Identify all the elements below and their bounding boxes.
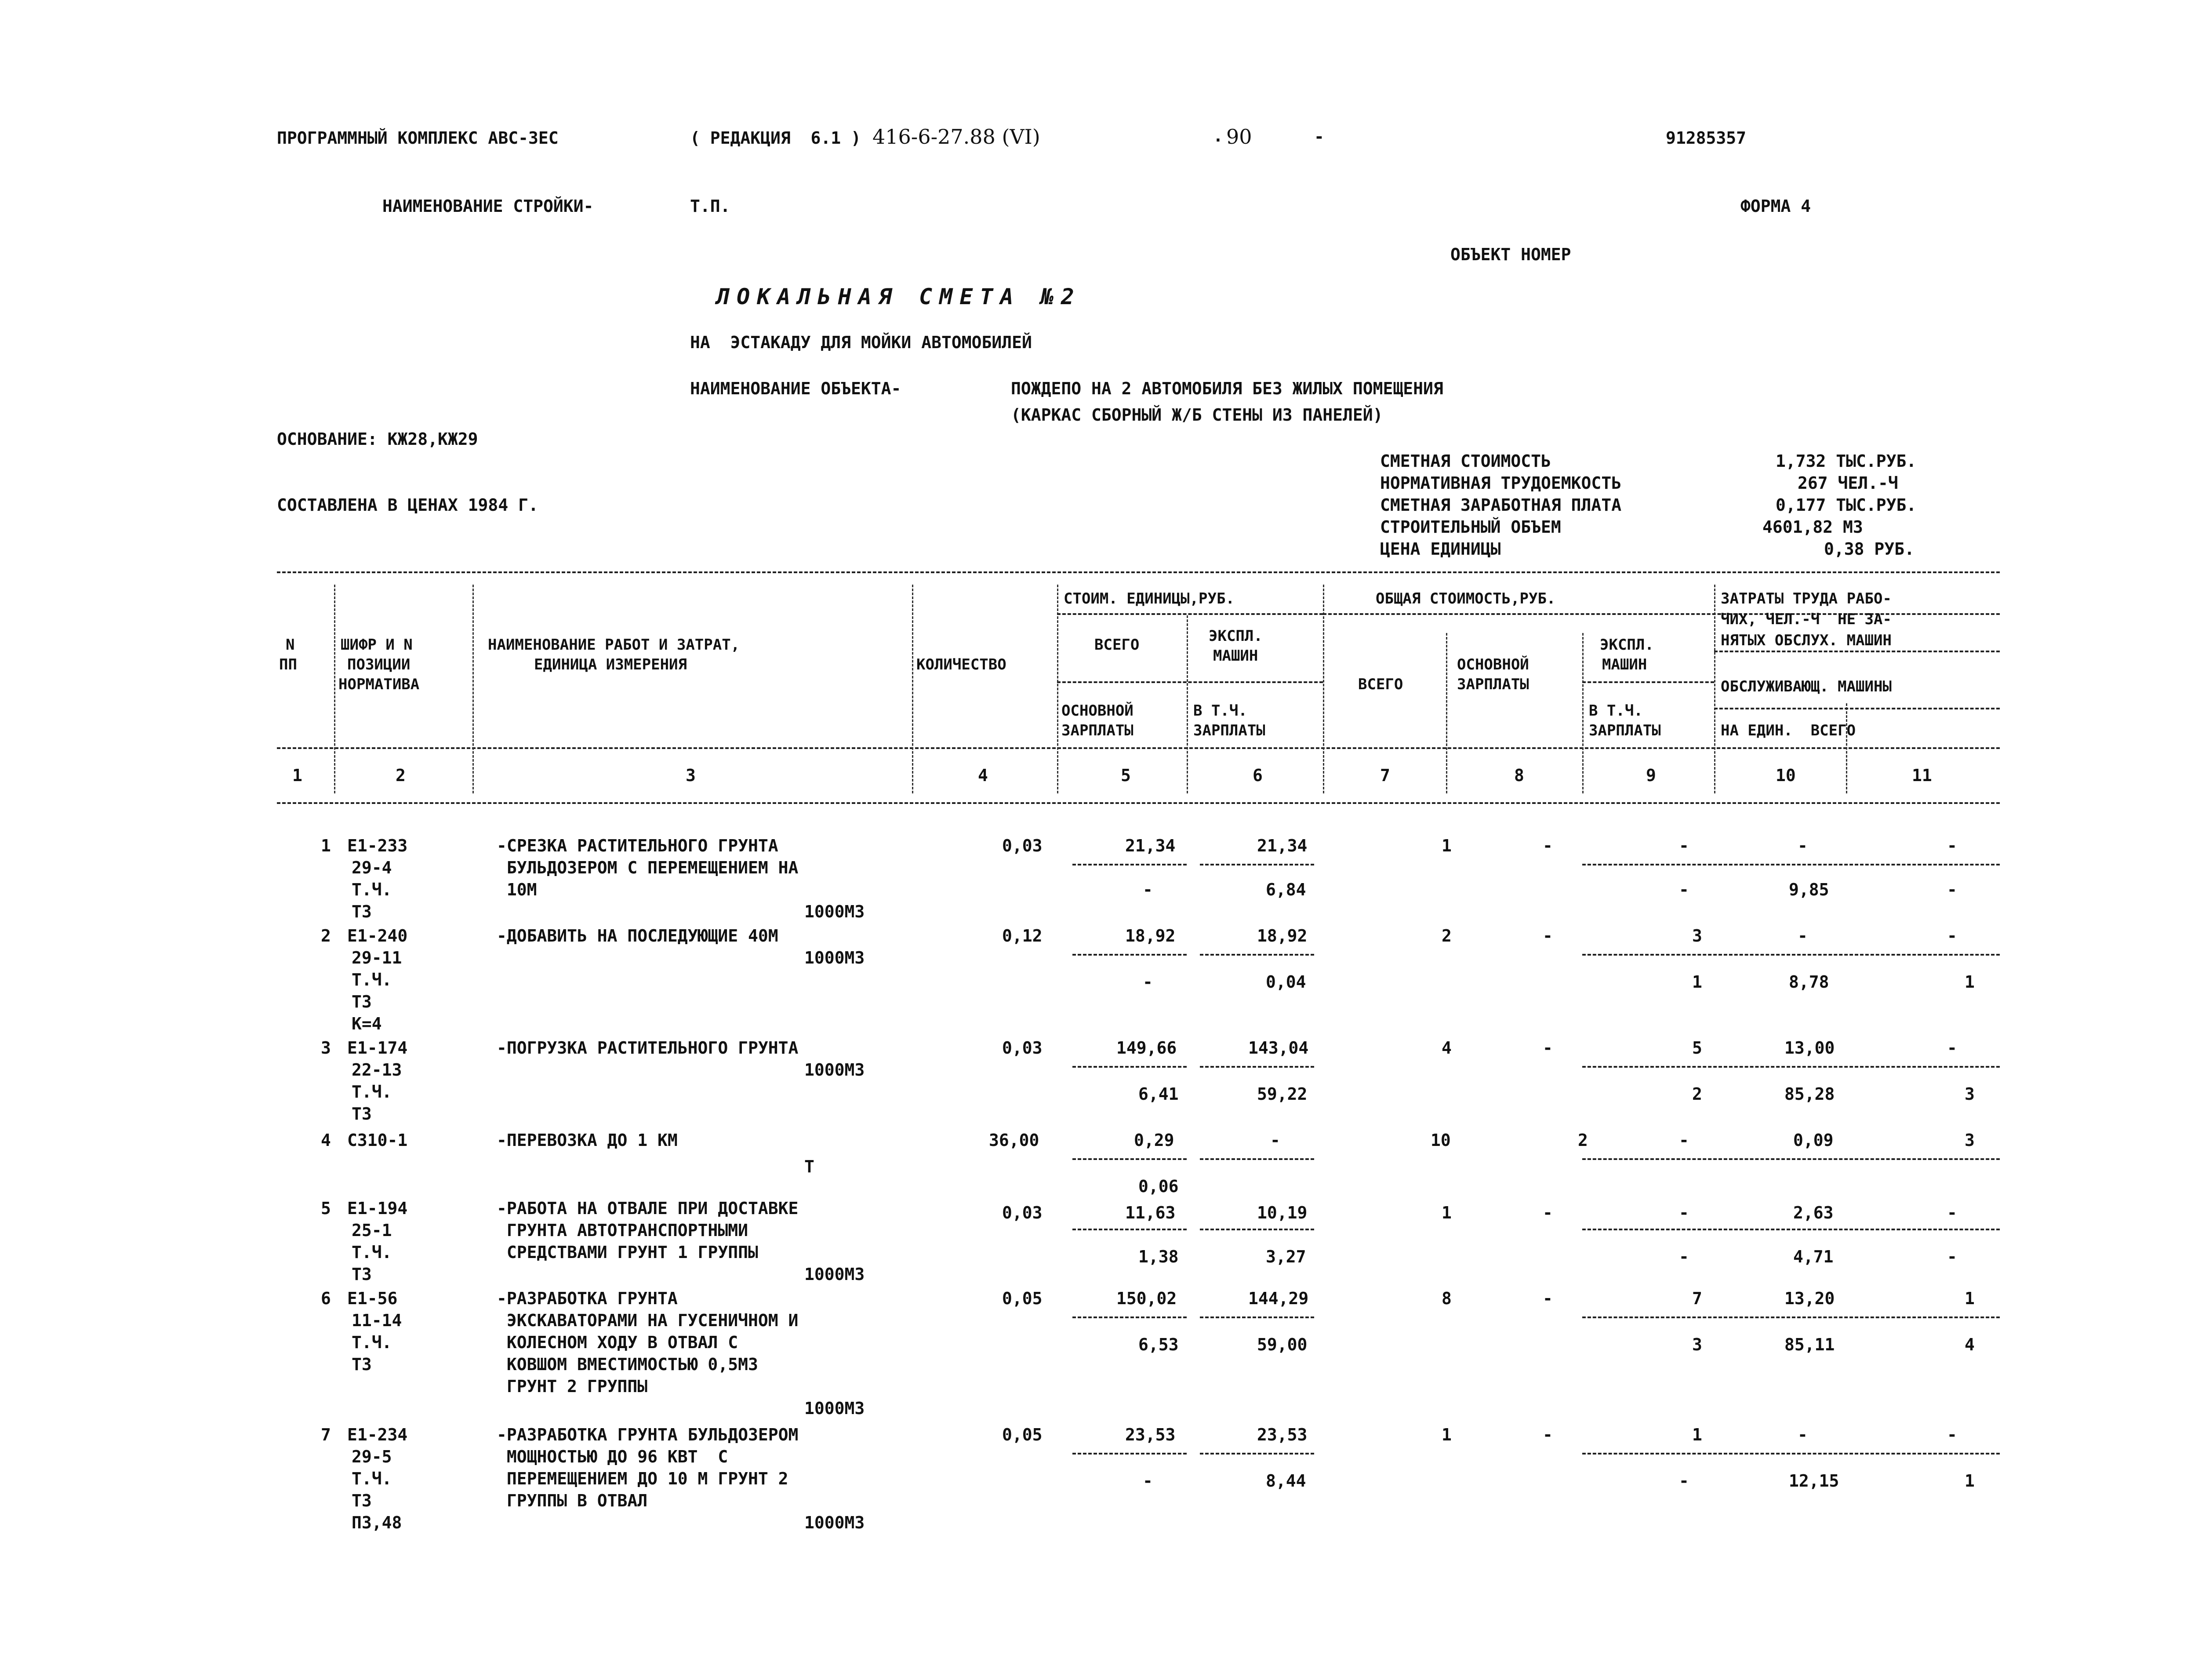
row-code: Е1-233 xyxy=(347,836,408,855)
page-number: 90 xyxy=(1226,125,1252,149)
column-number: 8 xyxy=(1514,766,1524,785)
labor-unit-header: НА ЕДИН. ВСЕГО xyxy=(1721,722,1856,739)
tc-incl: - xyxy=(1679,1247,1689,1266)
row-name: ГРУППЫ В ОТВАЛ xyxy=(497,1491,648,1510)
uc-total: 149,66 xyxy=(1116,1038,1177,1058)
tc-mach: - xyxy=(1679,1203,1689,1222)
edition-label: ( РЕДАКЦИЯ 6.1 ) xyxy=(690,128,861,148)
uc-mach-header: МАШИН xyxy=(1213,647,1258,665)
lab-unit-top: 13,00 xyxy=(1784,1038,1835,1058)
uc-base: 0,06 xyxy=(1138,1177,1179,1196)
uc-mach: 10,19 xyxy=(1257,1203,1308,1222)
tc-base: - xyxy=(1543,1038,1553,1058)
uc-total: 11,63 xyxy=(1125,1203,1176,1222)
summary-label: СМЕТНАЯ ЗАРАБОТНАЯ ПЛАТА xyxy=(1380,495,1622,515)
row-qty: 0,03 xyxy=(1002,836,1043,855)
tc-base: - xyxy=(1543,926,1553,945)
summary-label: СТРОИТЕЛЬНЫЙ ОБЪЕМ xyxy=(1380,517,1561,537)
row-code: ТЗ xyxy=(352,992,372,1011)
row-name: ПЕРЕМЕЩЕНИЕМ ДО 10 М ГРУНТ 2 xyxy=(497,1469,788,1488)
column-divider xyxy=(1323,585,1324,793)
lab-total-top: - xyxy=(1947,1038,1957,1058)
row-qty: 36,00 xyxy=(989,1131,1039,1150)
column-divider xyxy=(1846,703,1847,793)
cell-rule xyxy=(1072,954,1187,956)
tc-total: 10 xyxy=(1431,1131,1451,1150)
column-divider xyxy=(912,585,913,793)
object-number-label: ОБЪЕКТ НОМЕР xyxy=(1450,245,1571,264)
column-number: 6 xyxy=(1253,766,1263,785)
summary-label: СМЕТНАЯ СТОИМОСТЬ xyxy=(1380,451,1551,471)
uc-mach: 21,34 xyxy=(1257,836,1308,855)
uc-mach: - xyxy=(1270,1131,1280,1150)
row-code: Е1-174 xyxy=(347,1038,408,1058)
uc-mach: 144,29 xyxy=(1248,1289,1309,1308)
column-number: 5 xyxy=(1121,766,1131,785)
cell-rule xyxy=(1582,1158,2000,1160)
cell-rule xyxy=(1072,864,1187,865)
tc-incl: - xyxy=(1679,880,1689,899)
row-code: 29-5 xyxy=(352,1447,392,1466)
summary-value: 0,38 РУБ. xyxy=(1824,539,1915,559)
object-name-line2: (КАРКАС СБОРНЫЙ Ж/Б СТЕНЫ ИЗ ПАНЕЛЕЙ) xyxy=(1011,405,1383,425)
row-qty: 0,12 xyxy=(1002,926,1043,945)
summary-value: 0,177 ТЫС.РУБ. xyxy=(1776,495,1917,515)
lab-unit: 9,85 xyxy=(1789,880,1829,899)
row-name: МОЩНОСТЬЮ ДО 96 КВТ С xyxy=(497,1447,728,1466)
col-code-header: ШИФР И N xyxy=(341,636,413,654)
uc-mach: 18,92 xyxy=(1257,926,1308,945)
uc-mach: 23,53 xyxy=(1257,1425,1308,1444)
lab-total: 3 xyxy=(1965,1084,1975,1104)
row-number: 7 xyxy=(321,1425,331,1444)
col-name-header: НАИМЕНОВАНИЕ РАБОТ И ЗАТРАТ, xyxy=(488,636,740,654)
column-number: 2 xyxy=(396,766,406,785)
column-divider xyxy=(472,585,474,793)
uc-base: - xyxy=(1143,880,1153,899)
row-code: Е1-240 xyxy=(347,926,408,945)
cell-rule xyxy=(1200,1158,1314,1160)
column-number: 9 xyxy=(1646,766,1656,785)
row-number: 3 xyxy=(321,1038,331,1058)
basis: ОСНОВАНИЕ: КЖ28,КЖ29 xyxy=(277,429,478,449)
lab-unit-top: - xyxy=(1798,836,1808,855)
cell-rule xyxy=(1072,1316,1187,1318)
tc-mach: 7 xyxy=(1692,1289,1702,1308)
tc-total-header: ВСЕГО xyxy=(1358,676,1403,693)
row-code: ПЗ,48 xyxy=(352,1513,402,1532)
tc-base: - xyxy=(1543,1289,1553,1308)
row-name: 10М xyxy=(497,880,537,899)
cell-rule xyxy=(1072,1066,1187,1068)
uc-total: 150,02 xyxy=(1116,1289,1177,1308)
row-name: ГРУНТ 2 ГРУППЫ xyxy=(497,1377,648,1396)
row-code: 29-4 xyxy=(352,858,392,877)
lab-total: 1 xyxy=(1965,972,1975,992)
uc-incl: 59,22 xyxy=(1257,1084,1308,1104)
cell-rule xyxy=(1582,864,2000,865)
column-number: 10 xyxy=(1776,766,1796,785)
uc-total: 23,53 xyxy=(1125,1425,1176,1444)
labor-header: НЯТЫХ ОБСЛУХ. МАШИН xyxy=(1721,632,1892,649)
tc-incl: 2 xyxy=(1692,1084,1702,1104)
lab-unit: 8,78 xyxy=(1789,972,1829,992)
uc-incl: 8,44 xyxy=(1266,1471,1306,1491)
lab-total-top: 1 xyxy=(1965,1289,1975,1308)
lab-total-top: - xyxy=(1947,1203,1957,1222)
construction-value: Т.П. xyxy=(690,196,730,216)
row-code: Т.Ч. xyxy=(352,1333,392,1352)
row-unit: 1000М3 xyxy=(804,1265,865,1284)
tc-base-header: ОСНОВНОЙ xyxy=(1457,656,1529,673)
uc-base: - xyxy=(1143,972,1153,992)
lab-total-top: - xyxy=(1947,1425,1957,1444)
header-bottom-rule xyxy=(277,747,2000,749)
sub-header-rule xyxy=(1714,651,2000,652)
row-code: 25-1 xyxy=(352,1221,392,1240)
uc-incl: 6,84 xyxy=(1266,880,1306,899)
row-name: ГРУНТА АВТОТРАНСПОРТНЫМИ xyxy=(497,1221,748,1240)
row-unit: 1000М3 xyxy=(804,1060,865,1080)
labor-sub-header: ОБСЛУЖИВАЮЩ. МАШИНЫ xyxy=(1721,678,1892,695)
row-code: Т.Ч. xyxy=(352,1243,392,1262)
tc-mach: - xyxy=(1679,1131,1689,1150)
row-code: Т.Ч. xyxy=(352,1082,392,1102)
cell-rule xyxy=(1582,1316,2000,1318)
lab-unit: 4,71 xyxy=(1793,1247,1834,1266)
uc-total: 0,29 xyxy=(1134,1131,1174,1150)
tc-mach: 5 xyxy=(1692,1038,1702,1058)
uc-base: 6,41 xyxy=(1138,1084,1179,1104)
cell-rule xyxy=(1072,1453,1187,1455)
tc-incl-header: В Т.Ч. xyxy=(1589,702,1643,720)
tc-total: 1 xyxy=(1442,1203,1452,1222)
row-name: -РАЗРАБОТКА ГРУНТА БУЛЬДОЗЕРОМ xyxy=(497,1425,799,1444)
uc-total: 21,34 xyxy=(1125,836,1176,855)
row-name: КОЛЕСНОМ ХОДУ В ОТВАЛ С xyxy=(497,1333,738,1352)
col-n-header: N xyxy=(286,636,295,654)
tc-total: 1 xyxy=(1442,836,1452,855)
row-code: Е1-56 xyxy=(347,1289,398,1308)
row-code: ТЗ xyxy=(352,1265,372,1284)
construction-label: НАИМЕНОВАНИЕ СТРОЙКИ- xyxy=(382,196,594,216)
labor-header: ЧИХ, ЧЕЛ.-Ч НЕ ЗА- xyxy=(1721,611,1892,628)
cell-rule xyxy=(1200,1453,1314,1455)
lab-unit: 85,28 xyxy=(1784,1084,1835,1104)
tc-mach: 1 xyxy=(1692,1425,1702,1444)
lab-total-top: 3 xyxy=(1965,1131,1975,1150)
tc-total: 4 xyxy=(1442,1038,1452,1058)
object-name-label: НАИМЕНОВАНИЕ ОБЪЕКТА- xyxy=(690,379,901,398)
row-number: 6 xyxy=(321,1289,331,1308)
uc-base: 1,38 xyxy=(1138,1247,1179,1266)
uc-incl: 3,27 xyxy=(1266,1247,1306,1266)
row-name: -РАБОТА НА ОТВАЛЕ ПРИ ДОСТАВКЕ xyxy=(497,1199,799,1218)
row-name: -ПОГРУЗКА РАСТИТЕЛЬНОГО ГРУНТА xyxy=(497,1038,799,1058)
price-basis: СОСТАВЛЕНА В ЦЕНАХ 1984 Г. xyxy=(277,495,538,515)
row-code: ТЗ xyxy=(352,1355,372,1374)
col-n-header: ПП xyxy=(279,656,297,673)
tc-incl: 3 xyxy=(1692,1335,1702,1354)
cell-rule xyxy=(1200,1316,1314,1318)
summary-value: 267 ЧЕЛ.-Ч xyxy=(1798,473,1898,493)
column-number: 3 xyxy=(686,766,696,785)
uc-incl-header: В Т.Ч. xyxy=(1193,702,1247,720)
summary-value: 1,732 ТЫС.РУБ. xyxy=(1776,451,1917,471)
column-divider xyxy=(1446,633,1447,793)
row-name: ЭКСКАВАТОРАМИ НА ГУСЕНИЧНОМ И xyxy=(497,1311,799,1330)
row-qty: 0,03 xyxy=(1002,1203,1043,1222)
estimate-subtitle: НА ЭСТАКАДУ ДЛЯ МОЙКИ АВТОМОБИЛЕЙ xyxy=(690,333,1032,352)
uc-mach-header: ЭКСПЛ. xyxy=(1209,627,1263,645)
row-name: КОВШОМ ВМЕСТИМОСТЬЮ 0,5М3 xyxy=(497,1355,758,1374)
lab-total: - xyxy=(1947,1247,1957,1266)
column-number: 4 xyxy=(978,766,988,785)
tc-base-header: ЗАРПЛАТЫ xyxy=(1457,676,1529,693)
lab-total-top: - xyxy=(1947,926,1957,945)
cell-rule xyxy=(1072,1158,1187,1160)
unit-cost-header: СТОИМ. ЕДИНИЦЫ,РУБ. xyxy=(1064,590,1235,607)
lab-total-top: - xyxy=(1947,836,1957,855)
lab-unit: 12,15 xyxy=(1789,1471,1839,1491)
form-number: ФОРМА 4 xyxy=(1740,196,1811,216)
tc-incl-header: ЗАРПЛАТЫ xyxy=(1589,722,1661,739)
summary-label: НОРМАТИВНАЯ ТРУДОЕМКОСТЬ xyxy=(1380,473,1622,493)
program-name: ПРОГРАММНЫЙ КОМПЛЕКС АВС-3ЕС xyxy=(277,128,559,148)
row-unit: Т xyxy=(804,1157,814,1176)
column-number: 11 xyxy=(1912,766,1932,785)
row-number: 4 xyxy=(321,1131,331,1150)
lab-unit: 85,11 xyxy=(1784,1335,1835,1354)
row-code: Т.Ч. xyxy=(352,880,392,899)
row-name: БУЛЬДОЗЕРОМ С ПЕРЕМЕЩЕНИЕМ НА xyxy=(497,858,799,877)
row-qty: 0,05 xyxy=(1002,1289,1043,1308)
column-divider xyxy=(1714,585,1715,793)
col-code-header: НОРМАТИВА xyxy=(338,676,420,693)
sub-header-rule xyxy=(1323,613,2000,615)
row-code: Т.Ч. xyxy=(352,1469,392,1488)
row-name: -СРЕЗКА РАСТИТЕЛЬНОГО ГРУНТА xyxy=(497,836,778,855)
lab-unit-top: 2,63 xyxy=(1793,1203,1834,1222)
tc-total: 8 xyxy=(1442,1289,1452,1308)
column-divider xyxy=(1582,633,1584,793)
tc-mach: 3 xyxy=(1692,926,1702,945)
cell-rule xyxy=(1200,864,1314,865)
uc-base-header: ЗАРПЛАТЫ xyxy=(1061,722,1133,739)
tc-base: - xyxy=(1543,1425,1553,1444)
cell-rule xyxy=(1072,1229,1187,1230)
col-code-header: ПОЗИЦИИ xyxy=(347,656,411,673)
uc-base-header: ОСНОВНОЙ xyxy=(1061,702,1133,720)
row-name: -ДОБАВИТЬ НА ПОСЛЕДУЮЩИЕ 40М xyxy=(497,926,778,945)
row-code: ТЗ xyxy=(352,902,372,921)
lab-unit-top: - xyxy=(1798,1425,1808,1444)
tc-base: - xyxy=(1543,836,1553,855)
lab-total: 4 xyxy=(1965,1335,1975,1354)
tc-incl: 1 xyxy=(1692,972,1702,992)
tc-base: 2 xyxy=(1578,1131,1588,1150)
tc-total: 2 xyxy=(1442,926,1452,945)
uc-base: - xyxy=(1143,1471,1153,1491)
row-code: С310-1 xyxy=(347,1131,408,1150)
row-number: 2 xyxy=(321,926,331,945)
row-unit: 1000М3 xyxy=(804,1399,865,1418)
row-code: Е1-234 xyxy=(347,1425,408,1444)
page-dash: - xyxy=(1314,127,1324,146)
column-divider xyxy=(1057,585,1058,793)
total-cost-header: ОБЩАЯ СТОИМОСТЬ,РУБ. xyxy=(1376,590,1556,607)
row-qty: 0,05 xyxy=(1002,1425,1043,1444)
sub-header-rule xyxy=(1057,613,1323,615)
tc-mach-header: МАШИН xyxy=(1602,656,1647,673)
tc-incl: - xyxy=(1679,1471,1689,1491)
sub-header-rule xyxy=(1582,681,1714,683)
column-divider xyxy=(334,585,335,793)
row-code: Т.Ч. xyxy=(352,970,392,989)
row-code: К=4 xyxy=(352,1014,382,1033)
labor-header: ЗАТРАТЫ ТРУДА РАБО- xyxy=(1721,590,1892,607)
uc-base: 6,53 xyxy=(1138,1335,1179,1354)
row-code: ТЗ xyxy=(352,1491,372,1510)
sub-header-rule xyxy=(1057,681,1323,683)
row-code: ТЗ xyxy=(352,1104,372,1124)
column-number: 7 xyxy=(1380,766,1390,785)
lab-total: 1 xyxy=(1965,1471,1975,1491)
lab-unit-top: - xyxy=(1798,926,1808,945)
row-unit: 1000М3 xyxy=(804,948,865,967)
cell-rule xyxy=(1200,1066,1314,1068)
col-qty-header: КОЛИЧЕСТВО xyxy=(916,656,1006,673)
numbering-bottom-rule xyxy=(277,802,2000,804)
cell-rule xyxy=(1582,1066,2000,1068)
row-name: -РАЗРАБОТКА ГРУНТА xyxy=(497,1289,678,1308)
row-number: 1 xyxy=(321,836,331,855)
uc-mach: 143,04 xyxy=(1248,1038,1309,1058)
column-number: 1 xyxy=(292,766,302,785)
uc-incl-header: ЗАРПЛАТЫ xyxy=(1193,722,1265,739)
tc-mach-header: ЭКСПЛ. xyxy=(1600,636,1654,654)
row-qty: 0,03 xyxy=(1002,1038,1043,1058)
document-id: 91285357 xyxy=(1666,128,1747,148)
row-name: -ПЕРЕВОЗКА ДО 1 КМ xyxy=(497,1131,678,1150)
row-code: 11-14 xyxy=(352,1311,402,1330)
lab-unit-top: 13,20 xyxy=(1784,1289,1835,1308)
tc-base: - xyxy=(1543,1203,1553,1222)
lab-total: - xyxy=(1947,880,1957,899)
lab-unit-top: 0,09 xyxy=(1793,1131,1834,1150)
object-name-line1: ПОЖДЕПО НА 2 АВТОМОБИЛЯ БЕЗ ЖИЛЫХ ПОМЕЩЕНИЯ xyxy=(1011,379,1443,398)
tc-mach: - xyxy=(1679,836,1689,855)
row-number: 5 xyxy=(321,1199,331,1218)
table-top-rule xyxy=(277,571,2000,573)
row-code: 29-11 xyxy=(352,948,402,967)
uc-incl: 59,00 xyxy=(1257,1335,1308,1354)
estimate-title: ЛОКАЛЬНАЯ СМЕТА №2 xyxy=(716,284,1081,309)
uc-total-header: ВСЕГО xyxy=(1094,636,1140,654)
row-code: 22-13 xyxy=(352,1060,402,1080)
project-code: 416-6-27.88 (VI) xyxy=(872,125,1040,149)
summary-value: 4601,82 М3 xyxy=(1762,517,1863,537)
cell-rule xyxy=(1582,1453,2000,1455)
uc-incl: 0,04 xyxy=(1266,972,1306,992)
row-name: СРЕДСТВАМИ ГРУНТ 1 ГРУППЫ xyxy=(497,1243,758,1262)
cell-rule xyxy=(1200,954,1314,956)
row-unit: 1000М3 xyxy=(804,1513,865,1532)
uc-total: 18,92 xyxy=(1125,926,1176,945)
sub-header-rule xyxy=(1714,708,2000,709)
cell-rule xyxy=(1200,1229,1314,1230)
col-name-header: ЕДИНИЦА ИЗМЕРЕНИЯ xyxy=(534,656,687,673)
row-unit: 1000М3 xyxy=(804,902,865,921)
column-divider xyxy=(1187,615,1188,793)
page-marker: . xyxy=(1213,126,1223,145)
summary-label: ЦЕНА ЕДИНИЦЫ xyxy=(1380,539,1501,559)
tc-total: 1 xyxy=(1442,1425,1452,1444)
cell-rule xyxy=(1582,954,2000,956)
cell-rule xyxy=(1582,1229,2000,1230)
row-code: Е1-194 xyxy=(347,1199,408,1218)
